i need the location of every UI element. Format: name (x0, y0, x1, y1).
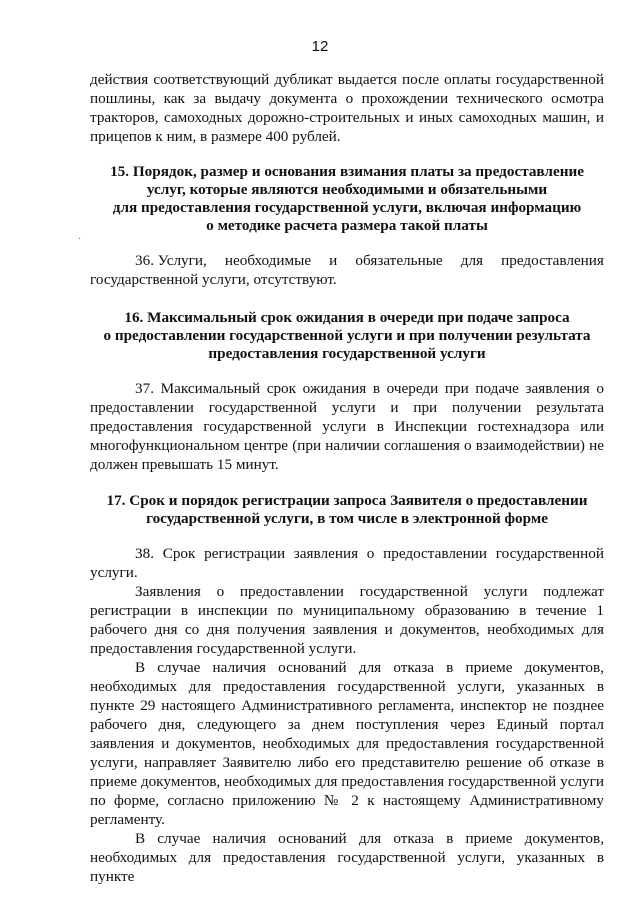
paragraph-38-registration: Заявления о предоставлении государственной услуги подлежат регистрации в инспекции по муниципальному образованию в течение 1 рабочего дня со дня получения заявления и документов, необходимых для предоставления государственной услуги. (90, 583, 604, 657)
heading-line: предоставления государственной услуги (208, 345, 486, 362)
word: обязательные (355, 252, 443, 269)
heading-line: о методике расчета размера такой платы (206, 217, 488, 234)
section-17-heading (90, 492, 604, 528)
scan-mark: · (78, 234, 82, 245)
heading-line: о предоставлении государственной услуги и при получении результата (103, 327, 591, 344)
paragraph-36-line1 (90, 251, 604, 270)
heading-line: государственной услуги, в том числе в электронной форме (146, 510, 548, 527)
word: для (460, 252, 484, 269)
paragraph-38: 38. Срок регистрации заявления о предоставлении государственной услуги. (90, 545, 604, 581)
paragraph-38-refusal: В случае наличия оснований для отказа в приеме документов, необходимых для предоставления государственной услуги, указанных в пункте 29 настоящего Административного регламента, инспектор не позднее рабочего дня, следующего за днем поступления через Единый портал заявления и документов, необходимых для предоставления государственной услуги, направляет Заявителю либо его представителю решение об отказе в приеме документов, необходимых для предоставления государственной услуги по форме, согласно приложению № 2 к настоящему Административному регламенту. (90, 659, 604, 828)
paragraph-37: 37. Максимальный срок ожидания в очереди при подаче заявления о предоставлении государственной услуги и при получении результата предоставления государственной услуги в Инспекции гостехнадзора или многофункциональном центре (при наличии соглашения о взаимодействии) не должен превышать 15 минут. (90, 380, 604, 473)
heading-line: услуг, которые являются необходимыми и обязательными (146, 181, 548, 198)
word: и (329, 252, 338, 269)
word: предоставления (501, 252, 604, 269)
word: необходимые (224, 252, 312, 269)
word: 36. Услуги, (135, 252, 207, 269)
heading-line: 15. Порядок, размер и основания взимания платы за предоставление (110, 163, 584, 180)
document-body (90, 70, 604, 886)
paragraph-36 (90, 251, 604, 289)
paragraph-continuation: действия соответствующий дубликат выдается после оплаты государственной пошлины, как за выдачу документа о прохождении технического осмотра тракторов, самоходных дорожно-строительных и иных самоходных машин, и прицепов к ним, в размере 400 рублей. (90, 71, 604, 145)
page-number: 12 (311, 38, 329, 55)
heading-line: 16. Максимальный срок ожидания в очереди при подаче запроса (124, 309, 570, 326)
paragraph-38-refusal-2: В случае наличия оснований для отказа в приеме документов, необходимых для предоставления государственной услуги, указанных в пункте (90, 830, 604, 885)
heading-line: для предоставления государственной услуги, включая информацию (112, 199, 582, 216)
paragraph-36-line2: государственной услуги, отсутствуют. (90, 271, 337, 288)
heading-line: 17. Срок и порядок регистрации запроса Заявителя о предоставлении (106, 492, 588, 509)
section-15-heading (90, 163, 604, 235)
section-16-heading (90, 309, 604, 363)
